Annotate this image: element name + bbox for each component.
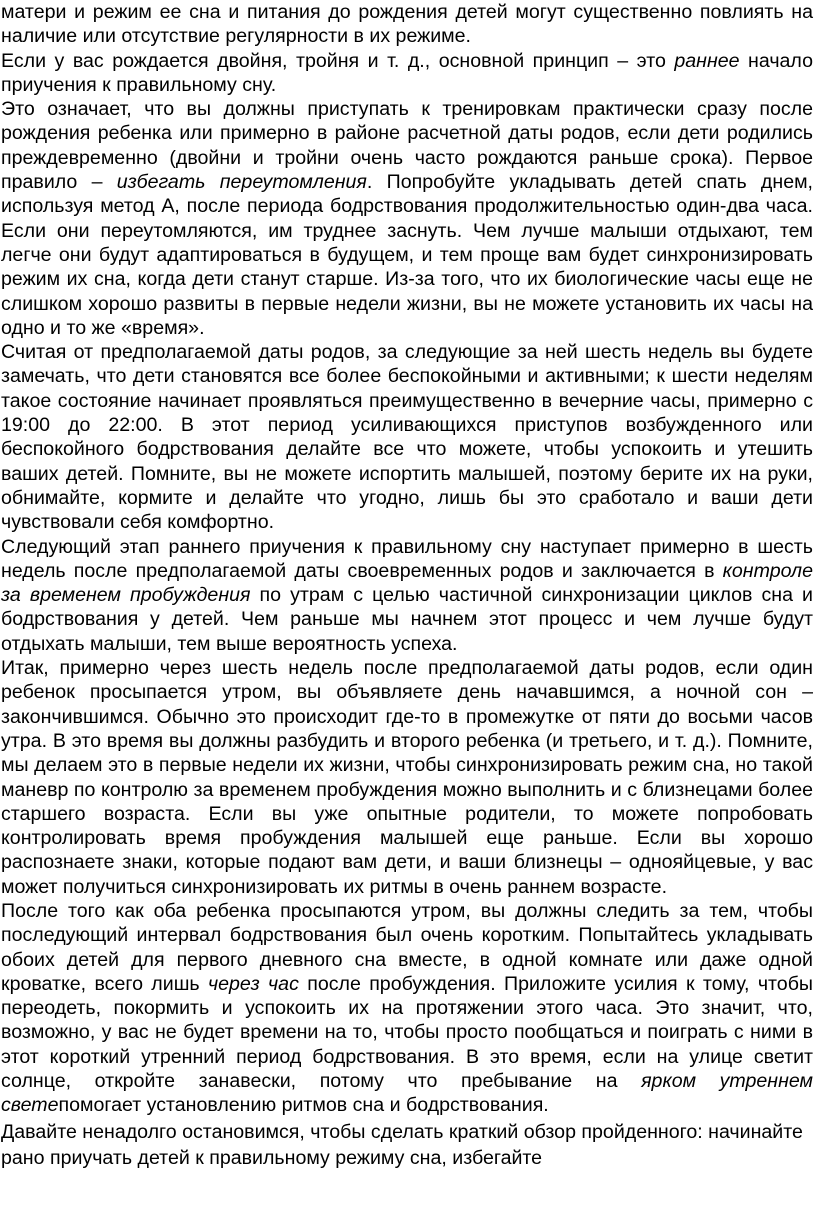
paragraph-text: матери и режим ее сна и питания до рождения детей могут существенно повлиять на наличие или отсутствие регулярности в их режиме. <box>1 1 813 48</box>
paragraph-text: Это означает, что вы должны приступать к тренировкам практически сразу после рождения ребенка или примерно в районе расчетной даты родов, если дети родились преждевременно (двойни и тройни очень часто рождаются раньше срока). Первое правило – <box>1 98 813 194</box>
paragraph-text: Итак, примерно через шесть недель после предполагаемой даты родов, если один ребенок просыпается утром, вы объявляете день начавшимся, а ночной сон – закончившимся. Обычно это происходит где-то в промежутке от пяти до восьми часов утра. В это время вы должны разбудить и второго ребенка (и третьего, и т. д.). Помните, мы делаем это в первые недели их жизни, чтобы синхронизировать режим сна, но такой маневр по контролю за временем пробуждения можно выполнить и с близнецами более старшего возраста. Если вы уже опытные родители, то можете попробовать контролировать время пробуждения малышей еще раньше. Если вы хорошо распознаете знаки, которые подают вам дети, и ваши близнецы – однояйцевые, у вас может получиться синхронизировать их ритмы в очень раннем возрасте. <box>1 657 813 898</box>
paragraph-text: по утрам с целью частичной синхронизации циклов сна и бодрствования у детей. Чем раньше мы начнем этот процесс и чем лучше будут отдыхать малыши, тем выше вероятность успеха. <box>1 584 813 655</box>
paragraph <box>1 49 813 98</box>
paragraph <box>1 340 813 534</box>
emphasized-text: ярком утреннем свете <box>1 1070 813 1117</box>
emphasized-text: избегать переутомления <box>116 171 367 194</box>
paragraph-text: Если у вас рождается двойня, тройня и т. д., основной принцип – это <box>1 49 675 72</box>
paragraph <box>1 1119 813 1171</box>
paragraph <box>1 656 813 899</box>
emphasized-text: раннее <box>674 49 740 72</box>
paragraph-text: После того как оба ребенка просыпаются утром, вы должны следить за тем, чтобы последующий интервал бодрствования был очень коротким. Попытайтесь укладывать обоих детей для первого дневного сна вместе, в одной комнате или даже одной кроватке, всего лишь <box>1 899 813 995</box>
paragraph <box>1 535 813 656</box>
paragraph-text: после пробуждения. Приложите усилия к тому, чтобы переодеть, покормить и успокоить их на протяжении этого часа. Это значит, что, возможно, у вас не будет времени на то, чтобы просто пообщаться и поиграть с ними в этот короткий утренний период бодрствования. В это время, если на улице светит солнце, откройте занавески, потому что пребывание на <box>1 972 814 1093</box>
paragraph <box>1 97 813 340</box>
paragraph <box>1 0 813 49</box>
paragraph <box>1 899 813 1118</box>
paragraph-text: . Попробуйте укладывать детей спать днем, используя метод А, после периода бодрствования продолжительностью один-два часа. Если они переутомляются, им труднее заснуть. Чем лучше малыши отдыхают, тем легче они будут адаптироваться в будущем, и тем проще вам будет синхронизировать режим их сна, когда дети станут старше. Из-за того, что их биологические часы еще не слишком хорошо развиты в первые недели жизни, вы не можете установить их часы на одно и то же «время». <box>1 171 814 339</box>
paragraph-text: Считая от предполагаемой даты родов, за следующие за ней шесть недель вы будете замечать, что дети становятся все более беспокойными и активными; к шести неделям такое состояние начинает проявляться преимущественно в вечерние часы, примерно с 19:00 до 22:00. В этот период усиливающихся приступов возбужденного или беспокойного бодрствования делайте все что можете, чтобы успокоить и утешить ваших детей. Помните, вы не можете испортить малышей, поэтому берите их на руки, обнимайте, кормите и делайте что угодно, лишь бы это сработало и ваши дети чувствовали себя комфортно. <box>1 341 813 534</box>
paragraph-text: помогает установлению ритмов сна и бодрствования. <box>58 1094 549 1117</box>
paragraph-text: Следующий этап раннего приучения к правильному сну наступает примерно в шесть недель после предполагаемой даты своевременных родов и заключается в <box>1 535 813 582</box>
paragraph-text: начало приучения к правильному сну. <box>1 49 813 96</box>
emphasized-text: через час <box>207 972 299 995</box>
emphasized-text: контроле за временем пробуждения <box>1 559 813 607</box>
paragraph-text: Давайте ненадолго остановимся, чтобы сделать краткий обзор пройденного: начинайте рано приучать детей к правильному режиму сна, избегайте <box>1 1120 803 1169</box>
document-body <box>1 0 813 1171</box>
